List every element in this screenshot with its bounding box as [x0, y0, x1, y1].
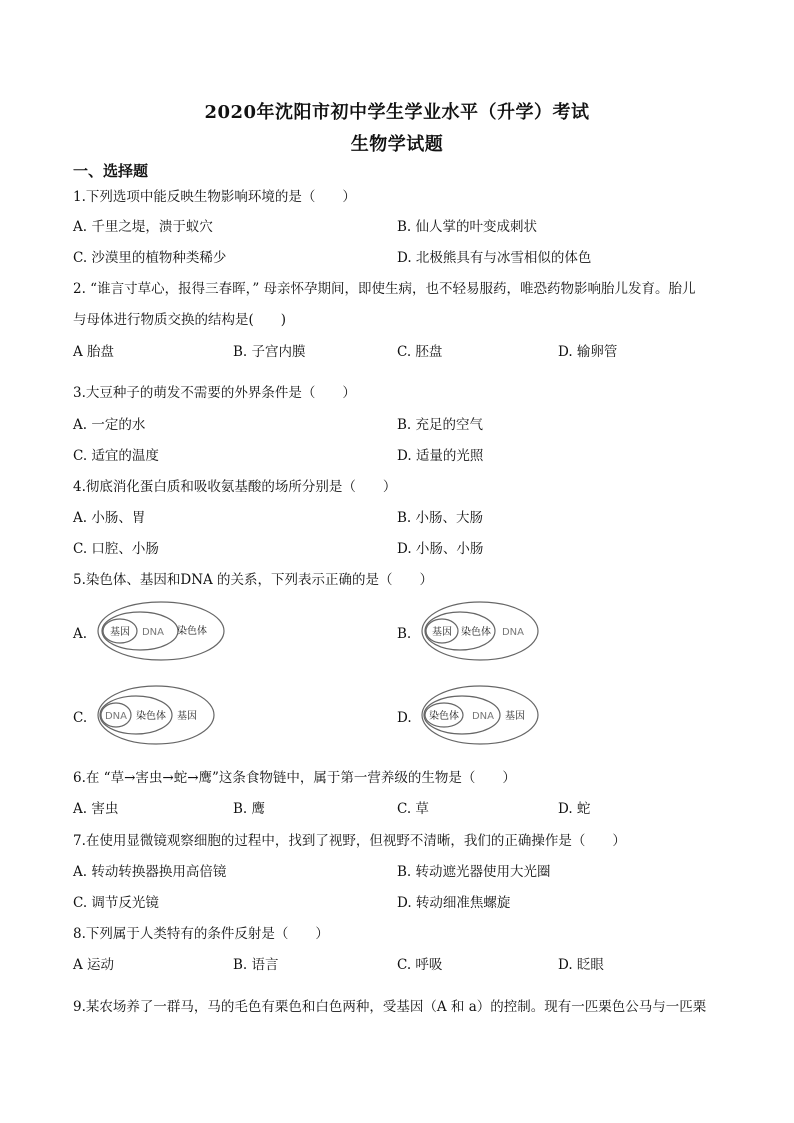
q2-option-c: C. 胚盘 — [397, 344, 443, 360]
q5-a-outer-text: 染色体 — [177, 626, 207, 637]
q9-stem: 9.某农场养了一群马，马的毛色有栗色和白色两种，受基因（A 和 a）的控制。现有一匹栗色公马与一匹栗 — [73, 999, 707, 1015]
q8-option-a: A 运动 — [73, 957, 115, 973]
q2-option-d: D. 输卵管 — [558, 344, 618, 360]
q2-option-a: A 胎盘 — [73, 344, 115, 360]
q7-option-c: C. 调节反光镜 — [73, 895, 159, 911]
q5-d-inner-text: 染色体 — [429, 711, 459, 722]
q1-option-c: C. 沙漠里的植物种类稀少 — [73, 250, 227, 266]
q1-stem: 1.下列选项中能反映生物影响环境的是（ ） — [73, 189, 356, 205]
q3-option-d: D. 适量的光照 — [397, 448, 484, 464]
q6-option-b: B. 鹰 — [233, 801, 266, 817]
q7-option-d: D. 转动细准焦螺旋 — [397, 895, 511, 911]
q6-stem: 6.在 “草→害虫→蛇→鹰”这条食物链中，属于第一营养级的生物是（ ） — [73, 770, 516, 786]
q5-diagram-c — [96, 684, 216, 746]
q3-option-c: C. 适宜的温度 — [73, 448, 159, 464]
q2-option-b: B. 子宫内膜 — [233, 344, 306, 360]
q8-stem: 8.下列属于人类特有的条件反射是（ ） — [73, 926, 329, 942]
q5-diagram-a — [96, 600, 226, 662]
q3-stem: 3.大豆种子的萌发不需要的外界条件是（ ） — [73, 385, 356, 401]
q5-option-a-label: A. — [73, 626, 88, 642]
q7-option-b: B. 转动遮光器使用大光圈 — [397, 864, 551, 880]
q5-c-inner-text: DNA — [104, 711, 128, 722]
q7-stem: 7.在使用显微镜观察细胞的过程中，找到了视野，但视野不清晰，我们的正确操作是（ ） — [73, 833, 626, 849]
q5-d-mid-text: DNA — [471, 711, 495, 722]
q5-a-mid-text: DNA — [141, 627, 165, 638]
section-title: 一、选择题 — [73, 162, 149, 180]
q4-option-b: B. 小肠、大肠 — [397, 510, 484, 526]
q5-a-inner-text: 基因 — [110, 627, 130, 638]
q6-option-d: D. 蛇 — [558, 801, 591, 817]
q1-option-b: B. 仙人掌的叶变成刺状 — [397, 219, 538, 235]
exam-subtitle: 生物学试题 — [350, 134, 444, 155]
q8-option-d: D. 眨眼 — [558, 957, 604, 973]
q5-diagram-d — [420, 684, 540, 746]
q5-diagram-b — [420, 600, 540, 662]
q5-c-mid-text: 染色体 — [136, 711, 166, 722]
q5-option-c-label: C. — [73, 710, 88, 726]
q8-option-b: B. 语言 — [233, 957, 279, 973]
q5-b-inner-text: 基因 — [432, 627, 452, 638]
q5-c-outer-text: 基因 — [177, 711, 197, 722]
q1-option-d: D. 北极熊具有与冰雪相似的体色 — [397, 250, 592, 266]
q2-stem-line1: 2. “谁言寸草心，报得三春晖，” 母亲怀孕期间，即使生病，也不轻易服药，唯恐药物影响胎儿发育。胎儿 — [73, 281, 696, 297]
exam-title: 2020年沈阳市初中学生学业水平（升学）考试 — [204, 102, 590, 123]
q5-b-outer-text: DNA — [501, 627, 525, 638]
q5-d-outer-text: 基因 — [505, 711, 525, 722]
q5-stem: 5.染色体、基因和DNA 的关系，下列表示正确的是（ ） — [73, 572, 434, 588]
q2-stem-line2: 与母体进行物质交换的结构是( ) — [73, 312, 287, 328]
q4-option-c: C. 口腔、小肠 — [73, 541, 159, 557]
q4-stem: 4.彻底消化蛋白质和吸收氨基酸的场所分别是（ ） — [73, 479, 397, 495]
q7-option-a: A. 转动转换器换用高倍镜 — [73, 864, 227, 880]
q3-option-a: A. 一定的水 — [73, 417, 146, 433]
q4-option-d: D. 小肠、小肠 — [397, 541, 484, 557]
q8-option-c: C. 呼吸 — [397, 957, 443, 973]
q5-option-d-label: D. — [397, 710, 412, 726]
q6-option-c: C. 草 — [397, 801, 429, 817]
q3-option-b: B. 充足的空气 — [397, 417, 484, 433]
q5-option-b-label: B. — [397, 626, 412, 642]
q1-option-a: A. 千里之堤，溃于蚁穴 — [73, 219, 213, 235]
q5-b-mid-text: 染色体 — [461, 627, 491, 638]
q6-option-a: A. 害虫 — [73, 801, 119, 817]
q4-option-a: A. 小肠、胃 — [73, 510, 146, 526]
